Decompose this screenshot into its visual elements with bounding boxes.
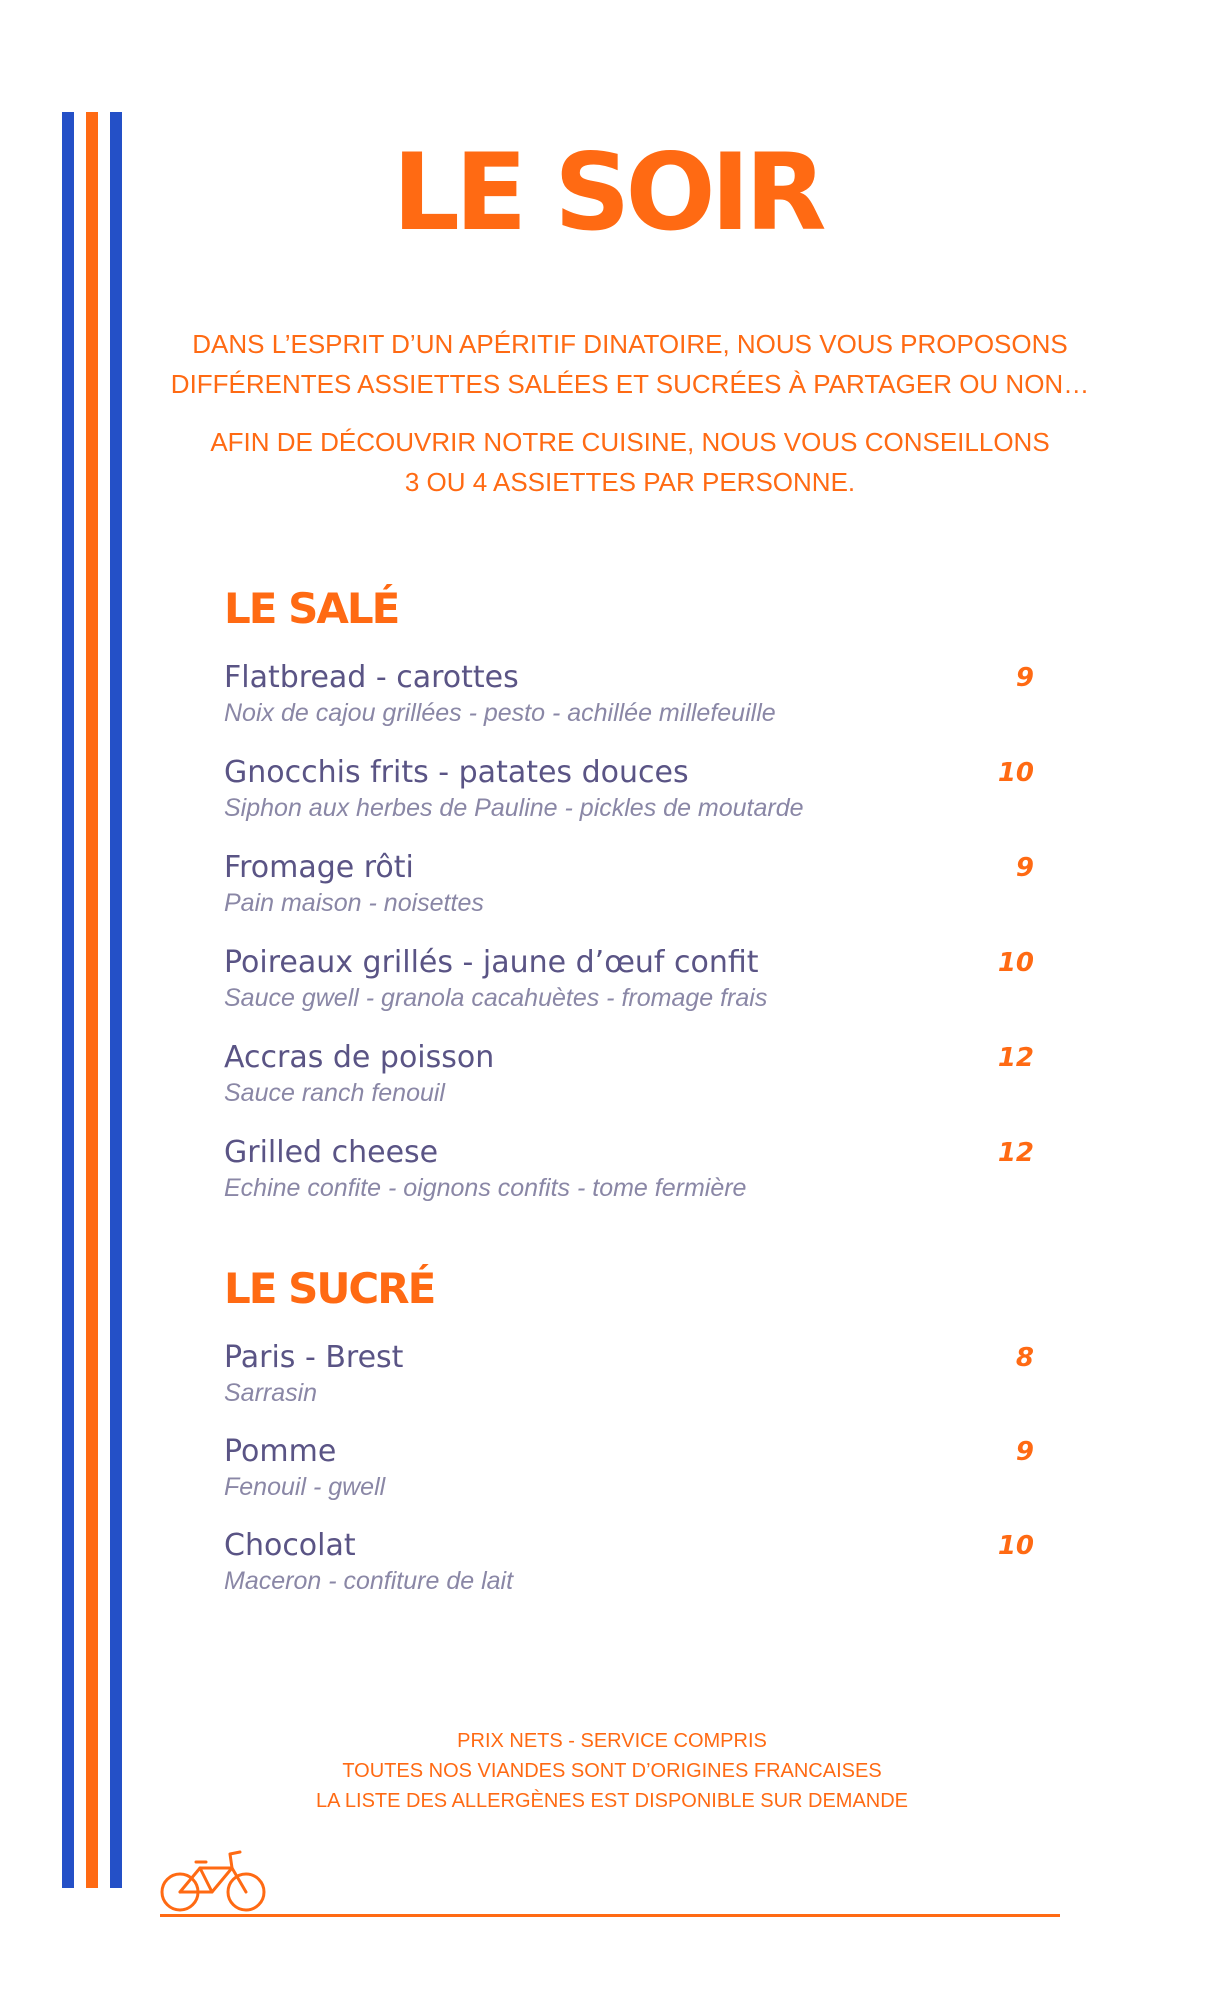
left-stripe-orange — [86, 112, 98, 1888]
item-price: 12 — [997, 1138, 1034, 1168]
footer-notes — [130, 1726, 1094, 1816]
menu-item-poireaux — [224, 945, 1034, 1035]
item-description: Maceron - confiture de lait — [224, 1567, 514, 1595]
item-price: 9 — [1015, 1437, 1034, 1467]
item-price: 12 — [997, 1043, 1034, 1073]
item-name: Flatbread - carottes — [224, 660, 519, 695]
item-price: 9 — [1015, 663, 1034, 693]
item-name: Chocolat — [224, 1528, 356, 1563]
item-description: Sarrasin — [224, 1379, 318, 1407]
bicycle-icon — [160, 1848, 268, 1914]
item-price: 10 — [997, 948, 1034, 978]
menu-item-pomme — [224, 1434, 1034, 1524]
item-description: Siphon aux herbes de Pauline - pickles de moutarde — [224, 794, 804, 822]
footer-divider — [160, 1914, 1060, 1917]
menu-item-grilled-cheese — [224, 1135, 1034, 1225]
item-description: Noix de cajou grillées - pesto - achillée millefeuille — [224, 699, 776, 727]
menu-item-accras — [224, 1040, 1034, 1130]
left-stripe-blue — [62, 112, 74, 1888]
item-price: 10 — [997, 1531, 1034, 1561]
item-name: Pomme — [224, 1434, 337, 1469]
menu-item-paris-brest — [224, 1340, 1034, 1430]
item-name: Poireaux grillés - jaune d’œuf confit — [224, 945, 759, 980]
item-description: Sauce ranch fenouil — [224, 1079, 445, 1107]
item-name: Accras de poisson — [224, 1040, 495, 1075]
intro-line: AFIN DE DÉCOUVRIR NOTRE CUISINE, NOUS VOUS CONSEILLONS — [210, 427, 1050, 457]
footer-line: LA LISTE DES ALLERGÈNES EST DISPONIBLE SUR DEMANDE — [315, 1790, 909, 1812]
menu-item-fromage-roti — [224, 850, 1034, 940]
item-name: Gnocchis frits - patates douces — [224, 755, 689, 790]
item-name: Paris - Brest — [224, 1340, 404, 1375]
menu-item-chocolat — [224, 1528, 1034, 1618]
item-description: Pain maison - noisettes — [224, 889, 484, 917]
item-description: Sauce gwell - granola cacahuètes - fromage frais — [224, 984, 768, 1012]
page-title: LE SOIR — [392, 131, 822, 254]
intro-line: DIFFÉRENTES ASSIETTES SALÉES ET SUCRÉES À PARTAGER OU NON… — [170, 369, 1090, 399]
item-name: Grilled cheese — [224, 1135, 439, 1170]
menu-item-flatbread — [224, 660, 1034, 750]
item-price: 10 — [997, 758, 1034, 788]
footer-line: PRIX NETS - SERVICE COMPRIS — [457, 1730, 767, 1752]
item-description: Echine confite - oignons confits - tome fermière — [224, 1174, 747, 1202]
intro-paragraph-2 — [130, 422, 1130, 502]
section-heading-sale: LE SALÉ — [224, 584, 399, 633]
item-price: 8 — [1015, 1343, 1034, 1373]
item-price: 9 — [1015, 853, 1034, 883]
footer-line: TOUTES NOS VIANDES SONT D’ORIGINES FRANCAISES — [342, 1760, 882, 1782]
left-stripe-blue-inner — [110, 112, 122, 1888]
intro-paragraph-1 — [130, 324, 1130, 404]
item-description: Fenouil - gwell — [224, 1473, 386, 1501]
intro-line: 3 OU 4 ASSIETTES PAR PERSONNE. — [404, 467, 856, 497]
menu-item-gnocchis — [224, 755, 1034, 845]
intro-line: DANS L’ESPRIT D’UN APÉRITIF DINATOIRE, NOUS VOUS PROPOSONS — [192, 329, 1068, 359]
section-heading-sucre: LE SUCRÉ — [224, 1264, 435, 1313]
item-name: Fromage rôti — [224, 850, 414, 885]
